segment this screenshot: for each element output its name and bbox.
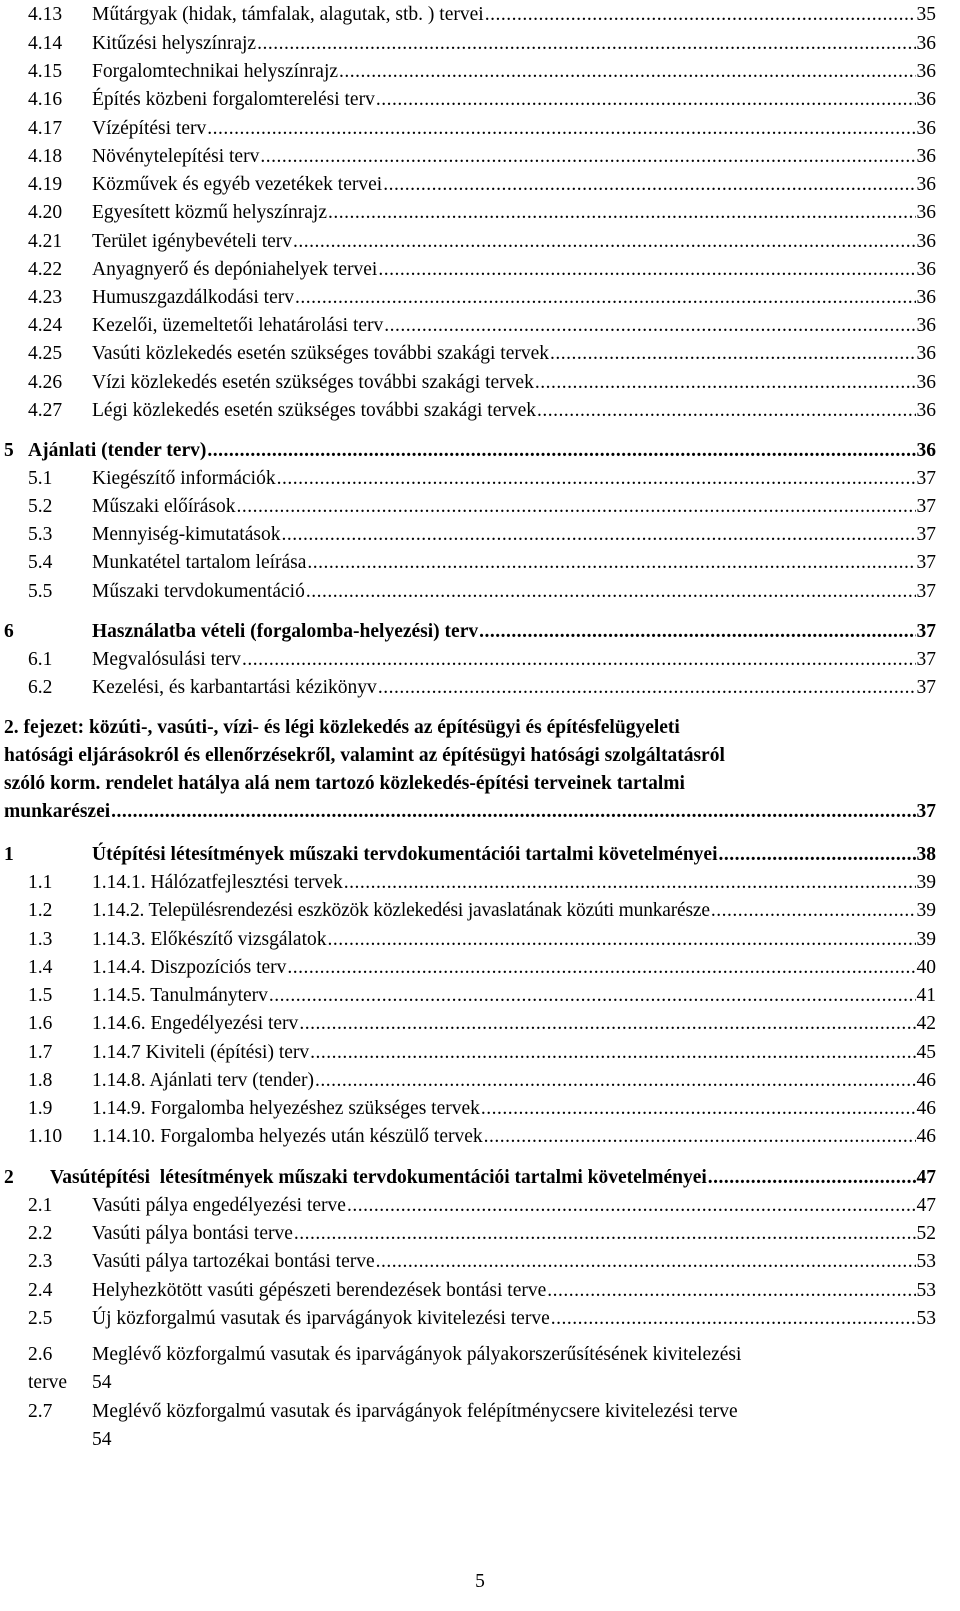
toc-entry-page: 36 <box>916 146 936 167</box>
toc-entry-page: 46 <box>916 1098 936 1119</box>
toc-entry-number: 2.6 <box>28 1344 53 1365</box>
toc-entry-title: Vasúti pálya tartozékai bontási terve <box>92 1251 375 1272</box>
toc-entry[interactable] <box>28 1194 936 1218</box>
toc-entry[interactable] <box>28 201 936 225</box>
toc-entry-number: 1 <box>4 844 14 865</box>
toc-entry-page: 39 <box>916 929 936 950</box>
toc-entry-page: 36 <box>916 259 936 280</box>
toc-entry-page: 47 <box>916 1167 936 1188</box>
toc-entry-title: Vízépítési terv <box>92 118 207 139</box>
toc-entry-title: munkarészei <box>4 801 111 822</box>
toc-entry-title-continuation: terve <box>28 1372 67 1393</box>
toc-entry-page: 52 <box>916 1223 936 1244</box>
toc-entry-page: 38 <box>916 844 936 865</box>
toc-entry-number: 5.4 <box>28 552 53 573</box>
toc-entry-page: 36 <box>916 372 936 393</box>
toc-entry[interactable] <box>28 467 936 491</box>
toc-chapter-entry[interactable] <box>4 1166 936 1190</box>
toc-entry[interactable] <box>28 1041 936 1065</box>
toc-entry-page: 37 <box>916 581 936 602</box>
toc-entry-number: 1.7 <box>28 1042 53 1063</box>
toc-entry[interactable] <box>28 314 936 338</box>
toc-entry[interactable] <box>28 984 936 1008</box>
toc-entry[interactable] <box>28 145 936 169</box>
toc-leader-dots <box>242 648 916 672</box>
toc-entry-title: Helyhezkötött vasúti gépészeti berendezések bontási terve <box>92 1280 547 1301</box>
toc-entry[interactable] <box>28 1069 936 1093</box>
toc-entry-page: 36 <box>916 61 936 82</box>
toc-leader-dots <box>281 523 915 547</box>
toc-leader-dots <box>479 620 915 644</box>
toc-entry-page: 37 <box>916 621 936 642</box>
toc-leader-dots <box>111 800 915 824</box>
toc-entry[interactable] <box>28 1250 936 1274</box>
toc-entry-page: 46 <box>916 1070 936 1091</box>
toc-entry-page: 36 <box>916 343 936 364</box>
toc-entry-title: Egyesített közmű helyszínrajz <box>92 202 328 223</box>
toc-entry-number: 6.1 <box>28 649 53 670</box>
toc-entry[interactable] <box>28 1307 936 1331</box>
toc-chapter-entry[interactable] <box>4 843 936 867</box>
toc-entry-page: 37 <box>916 801 936 822</box>
toc-entry-number: 4.24 <box>28 315 63 336</box>
toc-entry-number: 4.21 <box>28 231 63 252</box>
toc-entry-number: 4.13 <box>28 4 63 25</box>
toc-leader-dots <box>293 230 915 254</box>
toc-entry-page: 37 <box>916 468 936 489</box>
toc-entry[interactable] <box>28 495 936 519</box>
toc-entry-title: 1.14.9. Forgalomba helyezéshez szükséges tervek <box>92 1098 480 1119</box>
toc-leader-dots <box>287 956 915 980</box>
toc-entry-title: Ajánlati (tender terv) <box>28 440 207 461</box>
toc-entry-title: Vasúti közlekedés esetén szükséges további szakági tervek <box>92 343 550 364</box>
toc-entry-title: Kezelési, és karbantartási kézikönyv <box>92 677 377 698</box>
toc-leader-dots <box>347 1194 916 1218</box>
toc-entry-title: Kezelői, üzemeltetői lehatárolási terv <box>92 315 384 336</box>
toc-entry-page: 39 <box>916 872 936 893</box>
toc-entry-number: 5 <box>4 440 14 461</box>
toc-leader-dots <box>237 495 916 519</box>
toc-entry[interactable] <box>28 871 936 895</box>
toc-entry-number: 5.2 <box>28 496 53 517</box>
toc-leader-dots <box>307 551 915 575</box>
toc-entry-page: 47 <box>916 1195 936 1216</box>
toc-entry-page: 42 <box>916 1013 936 1034</box>
toc-entry-number: 4.18 <box>28 146 63 167</box>
toc-entry[interactable] <box>28 551 936 575</box>
toc-entry-title: Vasúti pálya bontási terve <box>92 1223 293 1244</box>
page-number: 5 <box>475 1571 485 1592</box>
toc-entry-number: 2.1 <box>28 1195 53 1216</box>
chapter-heading-line: 2. fejezet: közúti-, vasúti-, vízi- és légi közlekedés az építésügyi és építésfelügyeleti <box>4 717 680 738</box>
toc-chapter-entry[interactable] <box>4 620 936 644</box>
toc-entry-page: 54 <box>92 1372 112 1393</box>
toc-entry-page: 53 <box>916 1251 936 1272</box>
toc-entry-number: 1.9 <box>28 1098 53 1119</box>
toc-leader-dots <box>537 399 916 423</box>
toc-entry-number: 4.19 <box>28 174 63 195</box>
toc-entry[interactable] <box>28 1012 936 1036</box>
toc-leader-dots <box>376 1250 916 1274</box>
toc-entry-title: 1.14.2. Településrendezési eszközök közlekedési javaslatának közúti munkarésze <box>92 900 710 921</box>
toc-entry[interactable] <box>28 3 936 27</box>
toc-leader-dots <box>378 676 916 700</box>
toc-entry-page: 54 <box>92 1429 112 1450</box>
toc-entry-page: 46 <box>916 1126 936 1147</box>
toc-entry[interactable] <box>28 88 936 112</box>
toc-entry-number: 1.8 <box>28 1070 53 1091</box>
toc-leader-dots <box>551 1307 916 1331</box>
toc-entry-number: 4.17 <box>28 118 63 139</box>
toc-leader-dots <box>708 1166 916 1190</box>
toc-entry-title: Anyagnyerő és depóniahelyek tervei <box>92 259 378 280</box>
toc-leader-dots <box>260 145 915 169</box>
toc-entry-page: 37 <box>916 496 936 517</box>
toc-entry-title: Megvalósulási terv <box>92 649 241 670</box>
toc-entry[interactable] <box>28 286 936 310</box>
toc-entry-title: 1.14.5. Tanulmányterv <box>92 985 268 1006</box>
toc-entry[interactable] <box>28 1222 936 1246</box>
toc-entry-number: 5.3 <box>28 524 53 545</box>
toc-entry-number: 2.7 <box>28 1401 53 1422</box>
toc-leader-dots <box>535 371 916 395</box>
toc-leader-dots <box>299 1012 915 1036</box>
toc-leader-dots <box>339 60 915 84</box>
toc-entry-wrapped[interactable] <box>28 1343 741 1367</box>
toc-entry-number: 1.1 <box>28 872 53 893</box>
toc-entry-number: 2.2 <box>28 1223 53 1244</box>
toc-entry-number: 4.26 <box>28 372 63 393</box>
toc-entry-title: Használatba vételi (forgalomba-helyezési) terv <box>92 621 479 642</box>
toc-entry-title: Vasútépítési létesítmények műszaki tervdokumentációi tartalmi követelményei <box>50 1167 707 1188</box>
toc-entry-number: 1.6 <box>28 1013 53 1034</box>
toc-entry-number: 2.5 <box>28 1308 53 1329</box>
toc-leader-dots <box>376 88 916 112</box>
toc-leader-dots <box>344 871 916 895</box>
toc-entry[interactable] <box>28 1097 936 1121</box>
toc-leader-dots <box>550 342 915 366</box>
toc-entry[interactable] <box>28 523 936 547</box>
toc-entry-title: Közművek és egyéb vezetékek tervei <box>92 174 383 195</box>
toc-entry-title: Kitűzési helyszínrajz <box>92 33 257 54</box>
toc-entry-number: 6.2 <box>28 677 53 698</box>
toc-leader-dots <box>315 1069 915 1093</box>
toc-leader-dots <box>328 201 915 225</box>
toc-entry-page: 36 <box>916 315 936 336</box>
toc-leader-dots <box>295 286 916 310</box>
toc-entry-title: Légi közlekedés esetén szükséges további szakági tervek <box>92 400 536 421</box>
toc-entry-page: 37 <box>916 649 936 670</box>
toc-entry-continuation <box>28 1371 112 1395</box>
toc-entry-page: 40 <box>916 957 936 978</box>
toc-entry-title: Új közforgalmú vasutak és iparvágányok kivitelezési terve <box>92 1308 550 1329</box>
toc-entry-title: 1.14.4. Diszpozíciós terv <box>92 957 287 978</box>
toc-entry-number: 2.3 <box>28 1251 53 1272</box>
toc-chapter-entry[interactable] <box>4 800 936 824</box>
toc-entry-title: Vasúti pálya engedélyezési terve <box>92 1195 346 1216</box>
toc-entry-page: 39 <box>916 900 936 921</box>
toc-entry-number: 4.27 <box>28 400 63 421</box>
toc-entry-title: Forgalomtechnikai helyszínrajz <box>92 61 339 82</box>
toc-entry-page: 35 <box>916 4 936 25</box>
toc-entry-page: 53 <box>916 1308 936 1329</box>
toc-entry-title: Vízi közlekedés esetén szükséges további szakági tervek <box>92 372 534 393</box>
toc-leader-dots <box>719 843 916 867</box>
toc-entry-title: Építés közbeni forgalomterelési terv <box>92 89 375 110</box>
toc-leader-dots <box>384 314 915 338</box>
toc-entry-number: 6 <box>4 621 14 642</box>
toc-chapter-entry[interactable] <box>4 439 936 463</box>
toc-entry-title: Növénytelepítési terv <box>92 146 260 167</box>
toc-entry-page: 36 <box>916 174 936 195</box>
toc-leader-dots <box>269 984 916 1008</box>
chapter-heading-line: hatósági eljárásokról és ellenőrzésekről, valamint az építésügyi hatósági szolgáltatásról <box>4 745 725 766</box>
toc-entry[interactable] <box>28 676 936 700</box>
toc-entry-title: Terület igénybevételi terv <box>92 231 293 252</box>
toc-entry-title: Útépítési létesítmények műszaki tervdokumentációi tartalmi követelményei <box>92 844 718 865</box>
toc-entry-title: Munkatétel tartalom leírása <box>92 552 307 573</box>
toc-leader-dots <box>294 1222 916 1246</box>
toc-entry-wrapped[interactable] <box>28 1400 738 1424</box>
toc-entry-title: 1.14.6. Engedélyezési terv <box>92 1013 299 1034</box>
toc-entry-title: 1.14.7 Kiviteli (építési) terv <box>92 1042 310 1063</box>
toc-entry-number: 4.25 <box>28 343 63 364</box>
toc-entry-number: 4.15 <box>28 61 63 82</box>
toc-entry-title: 1.14.1. Hálózatfejlesztési tervek <box>92 872 343 893</box>
toc-entry[interactable] <box>28 1125 936 1149</box>
toc-entry-title: Műszaki tervdokumentáció <box>92 581 305 602</box>
toc-entry-number: 1.3 <box>28 929 53 950</box>
toc-entry-page: 36 <box>916 89 936 110</box>
toc-entry[interactable] <box>28 928 936 952</box>
toc-leader-dots <box>481 1097 916 1121</box>
toc-entry-title: Mennyiség-kimutatások <box>92 524 281 545</box>
toc-leader-dots <box>207 439 915 463</box>
toc-entry-title: Műszaki előírások <box>92 496 236 517</box>
toc-entry[interactable] <box>28 899 936 923</box>
toc-entry-page: 36 <box>916 118 936 139</box>
toc-leader-dots <box>711 899 916 923</box>
toc-entry-number: 4.20 <box>28 202 63 223</box>
toc-entry-number: 4.22 <box>28 259 63 280</box>
chapter-heading-line: szóló korm. rendelet hatálya alá nem tartozó közlekedés-építési terveinek tartalmi <box>4 773 685 794</box>
toc-entry-page: 36 <box>916 231 936 252</box>
toc-entry-number: 2.4 <box>28 1280 53 1301</box>
toc-entry[interactable] <box>28 117 936 141</box>
toc-entry-page: 53 <box>916 1280 936 1301</box>
toc-entry[interactable] <box>28 342 936 366</box>
toc-leader-dots <box>484 1125 916 1149</box>
toc-leader-dots <box>328 928 916 952</box>
toc-entry[interactable] <box>28 956 936 980</box>
toc-entry-page: 36 <box>916 287 936 308</box>
toc-entry-page: 36 <box>916 440 936 461</box>
toc-entry-page: 36 <box>916 202 936 223</box>
toc-entry[interactable] <box>28 1279 936 1303</box>
toc-entry[interactable] <box>28 258 936 282</box>
toc-entry-title: 1.14.3. Előkészítő vizsgálatok <box>92 929 327 950</box>
toc-entry-number: 4.23 <box>28 287 63 308</box>
toc-leader-dots <box>485 3 916 27</box>
toc-entry-number: 1.2 <box>28 900 53 921</box>
toc-entry-title: Műtárgyak (hidak, támfalak, alagutak, stb. ) tervei <box>92 4 484 25</box>
toc-entry-page: 36 <box>916 400 936 421</box>
toc-entry-number: 5.5 <box>28 581 53 602</box>
toc-entry-title: 1.14.10. Forgalomba helyezés után készülő tervek <box>92 1126 483 1147</box>
toc-entry-page: 37 <box>916 524 936 545</box>
toc-entry-number: 1.4 <box>28 957 53 978</box>
toc-entry-number: 4.16 <box>28 89 63 110</box>
toc-entry-number: 2 <box>4 1167 14 1188</box>
toc-entry[interactable] <box>28 230 936 254</box>
toc-entry-number: 4.14 <box>28 33 63 54</box>
toc-entry-title: Meglévő közforgalmú vasutak és iparvágányok pályakorszerűsítésének kivitelezési <box>92 1344 742 1365</box>
toc-entry-title: 1.14.8. Ajánlati terv (tender) <box>92 1070 315 1091</box>
toc-entry[interactable] <box>28 648 936 672</box>
toc-entry[interactable] <box>28 60 936 84</box>
toc-entry-page: 37 <box>916 677 936 698</box>
toc-entry[interactable] <box>28 399 936 423</box>
toc-leader-dots <box>277 467 916 491</box>
toc-entry[interactable] <box>28 371 936 395</box>
toc-entry-number: 1.5 <box>28 985 53 1006</box>
toc-entry-number: 1.10 <box>28 1126 63 1147</box>
toc-leader-dots <box>306 580 916 604</box>
toc-entry-page: 36 <box>916 33 936 54</box>
toc-leader-dots <box>207 117 915 141</box>
toc-entry[interactable] <box>28 173 936 197</box>
toc-entry-title: Humuszgazdálkodási terv <box>92 287 294 308</box>
toc-leader-dots <box>547 1279 915 1303</box>
toc-entry-page: 37 <box>916 552 936 573</box>
toc-entry-title: Meglévő közforgalmú vasutak és iparvágányok felépítménycsere kivitelezési terve <box>92 1401 738 1422</box>
toc-entry[interactable] <box>28 32 936 56</box>
toc-entry-page: 45 <box>916 1042 936 1063</box>
toc-leader-dots <box>383 173 915 197</box>
toc-entry-page: 41 <box>916 985 936 1006</box>
toc-leader-dots <box>257 32 915 56</box>
toc-entry[interactable] <box>28 580 936 604</box>
toc-entry-title: Kiegészítő információk <box>92 468 276 489</box>
toc-leader-dots <box>378 258 915 282</box>
toc-entry-number: 5.1 <box>28 468 53 489</box>
toc-leader-dots <box>310 1041 915 1065</box>
